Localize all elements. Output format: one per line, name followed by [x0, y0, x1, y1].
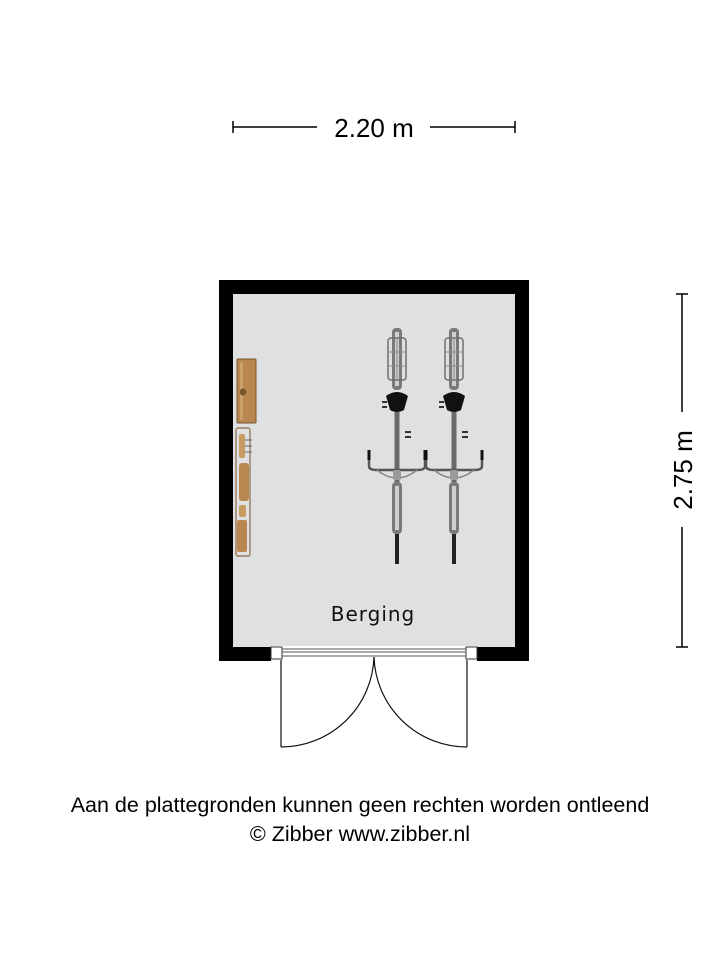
- width-label: 2.20 m: [334, 113, 414, 143]
- copyright-text: © Zibber www.zibber.nl: [249, 822, 471, 846]
- height-label: 2.75 m: [668, 430, 698, 510]
- room-label: Berging: [330, 602, 416, 626]
- disclaimer-text: Aan de plattegronden kunnen geen rechten worden ontleend: [70, 793, 650, 817]
- height-dimension: [668, 294, 698, 647]
- double-door-icon: [281, 657, 467, 747]
- width-dimension: [233, 113, 515, 143]
